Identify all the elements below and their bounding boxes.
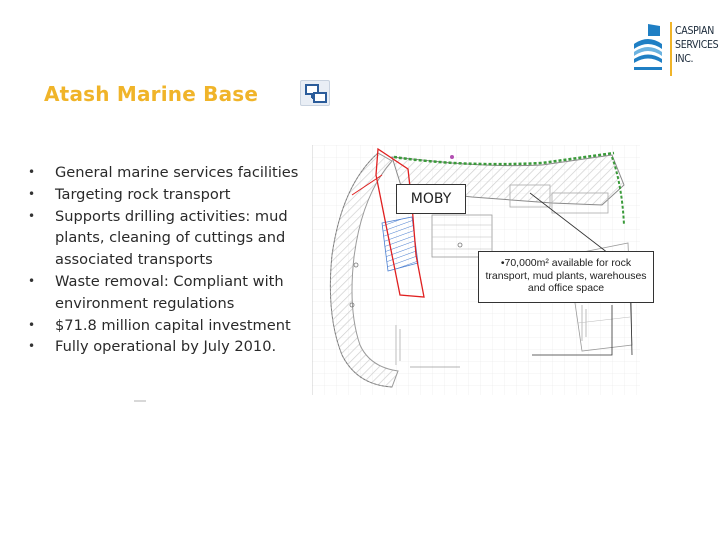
- bullet-item: [28, 162, 308, 184]
- bullet-list: [28, 162, 308, 358]
- bullet-text: General marine services facilities: [55, 164, 299, 181]
- bullet-dot-icon: •: [28, 165, 36, 179]
- caspian-services-logo: [630, 20, 719, 80]
- logo-divider: [670, 22, 672, 76]
- bullet-dot-icon: •: [28, 273, 36, 288]
- decorative-mark: [134, 400, 146, 402]
- bullet-dot-icon: •: [28, 186, 36, 201]
- logo-line-2: SERVICES: [675, 39, 719, 51]
- logo-line-3: INC.: [675, 53, 694, 65]
- logo-text: [675, 24, 718, 66]
- bullet-text: Targeting rock transport: [55, 185, 231, 203]
- moby-label-box: MOBY: [396, 184, 466, 214]
- logo-wave-icon: [630, 22, 666, 76]
- bullet-text: Supports drilling activities: mud plants, cleaning of cuttings and associated transports: [55, 207, 288, 269]
- bullet-item: [28, 271, 308, 315]
- bullet-item: [28, 206, 308, 271]
- bullet-item: [28, 184, 308, 206]
- bullet-item: [28, 336, 308, 358]
- bullet-dot-icon: •: [28, 317, 36, 332]
- bullet-text: Waste removal: Compliant with environment regulations: [55, 272, 284, 312]
- bullet-item: [28, 315, 308, 337]
- slide-title: Atash Marine Base: [44, 82, 259, 106]
- logo-line-1: CASPIAN: [675, 25, 714, 37]
- bullet-dot-icon: •: [28, 208, 36, 223]
- bullet-text: Fully operational by July 2010.: [55, 338, 277, 356]
- embedded-object-icon[interactable]: [300, 80, 330, 106]
- bullet-text: $71.8 million capital investment: [55, 316, 291, 334]
- bullet-dot-icon: •: [28, 339, 36, 354]
- area-callout: •70,000m² available for rock transport, mud plants, warehouses and office space: [478, 251, 654, 303]
